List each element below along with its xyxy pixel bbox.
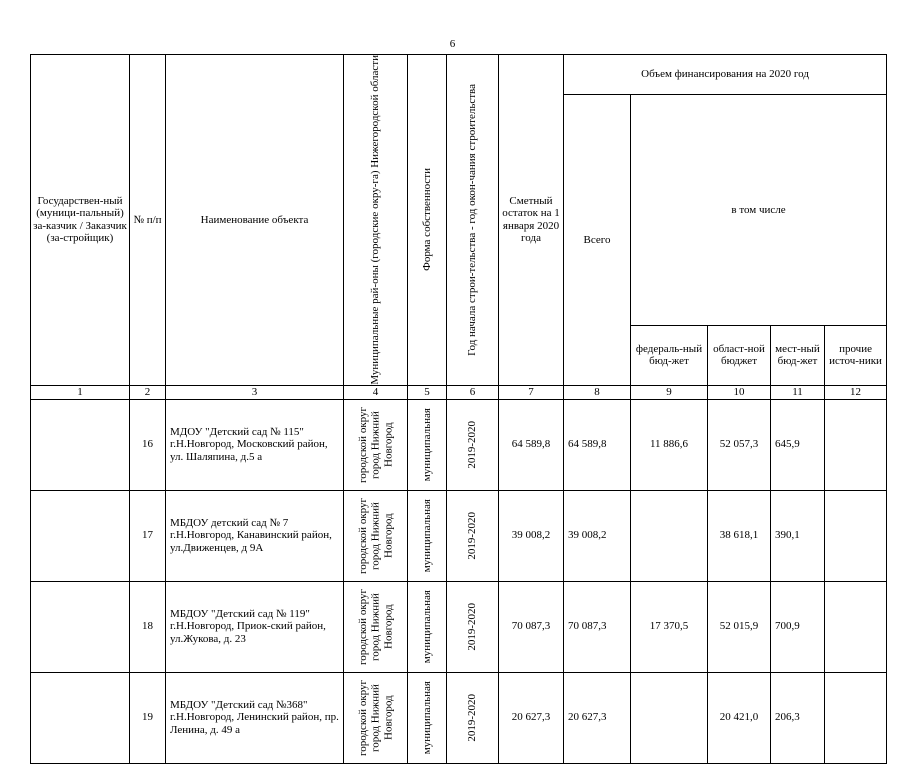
col-number: 12 xyxy=(825,385,887,399)
col-number: 8 xyxy=(564,385,631,399)
cell-ownership xyxy=(408,490,447,581)
cell-local: 700,9 xyxy=(771,581,825,672)
cell-ownership xyxy=(408,672,447,763)
page-number: 6 xyxy=(449,38,456,50)
header-name: Наименование объекта xyxy=(166,55,344,386)
cell-total: 39 008,2 xyxy=(564,490,631,581)
col-number: 2 xyxy=(130,385,166,399)
cell-num: 18 xyxy=(130,581,166,672)
header-financing: Объем финансирования на 2020 год xyxy=(564,55,887,95)
cell-ownership xyxy=(408,581,447,672)
header-years xyxy=(447,55,499,386)
cell-other xyxy=(825,581,887,672)
cell-federal: 17 370,5 xyxy=(631,581,708,672)
cell-num: 16 xyxy=(130,399,166,490)
header-total: Всего xyxy=(564,95,631,386)
header-local: мест-ный бюд-жет xyxy=(771,325,825,385)
cell-ownership xyxy=(408,399,447,490)
financing-table xyxy=(30,54,887,764)
cell-object-name: МБДОУ детский сад № 7 г.Н.Новгород, Канавинский район, ул.Движенцев, д 9А xyxy=(166,490,344,581)
cell-num: 19 xyxy=(130,672,166,763)
cell-other xyxy=(825,672,887,763)
cell-estimate: 39 008,2 xyxy=(499,490,564,581)
header-municipality xyxy=(344,55,408,386)
header-years-text: Год начала строи-тельства - год окон-чания строительства xyxy=(466,83,479,356)
cell-local: 390,1 xyxy=(771,490,825,581)
cell-customer xyxy=(31,581,130,672)
header-other: прочие источ-ники xyxy=(825,325,887,385)
header-num: № п/п xyxy=(130,55,166,386)
cell-other xyxy=(825,490,887,581)
cell-local: 645,9 xyxy=(771,399,825,490)
col-number: 11 xyxy=(771,385,825,399)
cell-customer xyxy=(31,490,130,581)
cell-federal xyxy=(631,490,708,581)
cell-federal xyxy=(631,672,708,763)
col-number: 5 xyxy=(408,385,447,399)
cell-customer xyxy=(31,399,130,490)
header-municipality-text: Муниципальные рай-оны (городские окру-га) Нижегородской области xyxy=(369,55,382,385)
col-number: 6 xyxy=(447,385,499,399)
cell-municipality-text: городской округ город Нижний Новгород xyxy=(356,588,394,665)
header-ownership-text: Форма собственности xyxy=(420,168,433,272)
cell-estimate: 70 087,3 xyxy=(499,581,564,672)
cell-estimate: 20 627,3 xyxy=(499,672,564,763)
cell-years xyxy=(447,490,499,581)
cell-federal: 11 886,6 xyxy=(631,399,708,490)
header-federal: федераль-ный бюд-жет xyxy=(631,325,708,385)
header-including: в том числе xyxy=(631,95,887,326)
cell-regional: 52 015,9 xyxy=(708,581,771,672)
col-number: 10 xyxy=(708,385,771,399)
cell-total: 20 627,3 xyxy=(564,672,631,763)
cell-other xyxy=(825,399,887,490)
cell-years xyxy=(447,399,499,490)
table-row xyxy=(31,399,887,490)
cell-years-text: 2019-2020 xyxy=(466,420,479,469)
cell-object-name: МДОУ "Детский сад № 115" г.Н.Новгород, Московский район, ул. Шаляпина, д.5 а xyxy=(166,399,344,490)
header-estimate: Сметный остаток на 1 января 2020 года xyxy=(499,55,564,386)
cell-ownership-text: муниципальная xyxy=(420,681,433,755)
cell-ownership-text: муниципальная xyxy=(420,590,433,664)
cell-total: 64 589,8 xyxy=(564,399,631,490)
table-row xyxy=(31,490,887,581)
cell-municipality-text: городской округ город Нижний Новгород xyxy=(356,679,394,756)
cell-object-name: МБДОУ "Детский сад № 119" г.Н.Новгород, Приок-ский район, ул.Жукова, д. 23 xyxy=(166,581,344,672)
cell-municipality xyxy=(344,399,408,490)
cell-municipality xyxy=(344,672,408,763)
cell-regional: 38 618,1 xyxy=(708,490,771,581)
header-regional: област-ной бюджет xyxy=(708,325,771,385)
header-customer: Государствен-ный (муници-пальный) за-казчик / Заказчик (за-стройщик) xyxy=(31,55,130,386)
cell-customer xyxy=(31,672,130,763)
cell-estimate: 64 589,8 xyxy=(499,399,564,490)
cell-municipality xyxy=(344,490,408,581)
cell-municipality-text: городской округ город Нижний Новгород xyxy=(356,497,394,574)
col-number: 3 xyxy=(166,385,344,399)
cell-regional: 20 421,0 xyxy=(708,672,771,763)
cell-object-name: МБДОУ "Детский сад №368" г.Н.Новгород, Ленинский район, пр. Ленина, д. 49 а xyxy=(166,672,344,763)
col-number: 1 xyxy=(31,385,130,399)
table-row xyxy=(31,672,887,763)
column-number-row xyxy=(31,385,887,399)
cell-total: 70 087,3 xyxy=(564,581,631,672)
cell-ownership-text: муниципальная xyxy=(420,408,433,482)
cell-num: 17 xyxy=(130,490,166,581)
cell-municipality-text: городской округ город Нижний Новгород xyxy=(356,406,394,483)
cell-years-text: 2019-2020 xyxy=(466,511,479,560)
cell-years xyxy=(447,672,499,763)
col-number: 9 xyxy=(631,385,708,399)
cell-local: 206,3 xyxy=(771,672,825,763)
cell-regional: 52 057,3 xyxy=(708,399,771,490)
col-number: 4 xyxy=(344,385,408,399)
col-number: 7 xyxy=(499,385,564,399)
cell-years-text: 2019-2020 xyxy=(466,602,479,651)
cell-years-text: 2019-2020 xyxy=(466,693,479,742)
header-ownership xyxy=(408,55,447,386)
cell-years xyxy=(447,581,499,672)
table-row xyxy=(31,581,887,672)
cell-ownership-text: муниципальная xyxy=(420,499,433,573)
cell-municipality xyxy=(344,581,408,672)
